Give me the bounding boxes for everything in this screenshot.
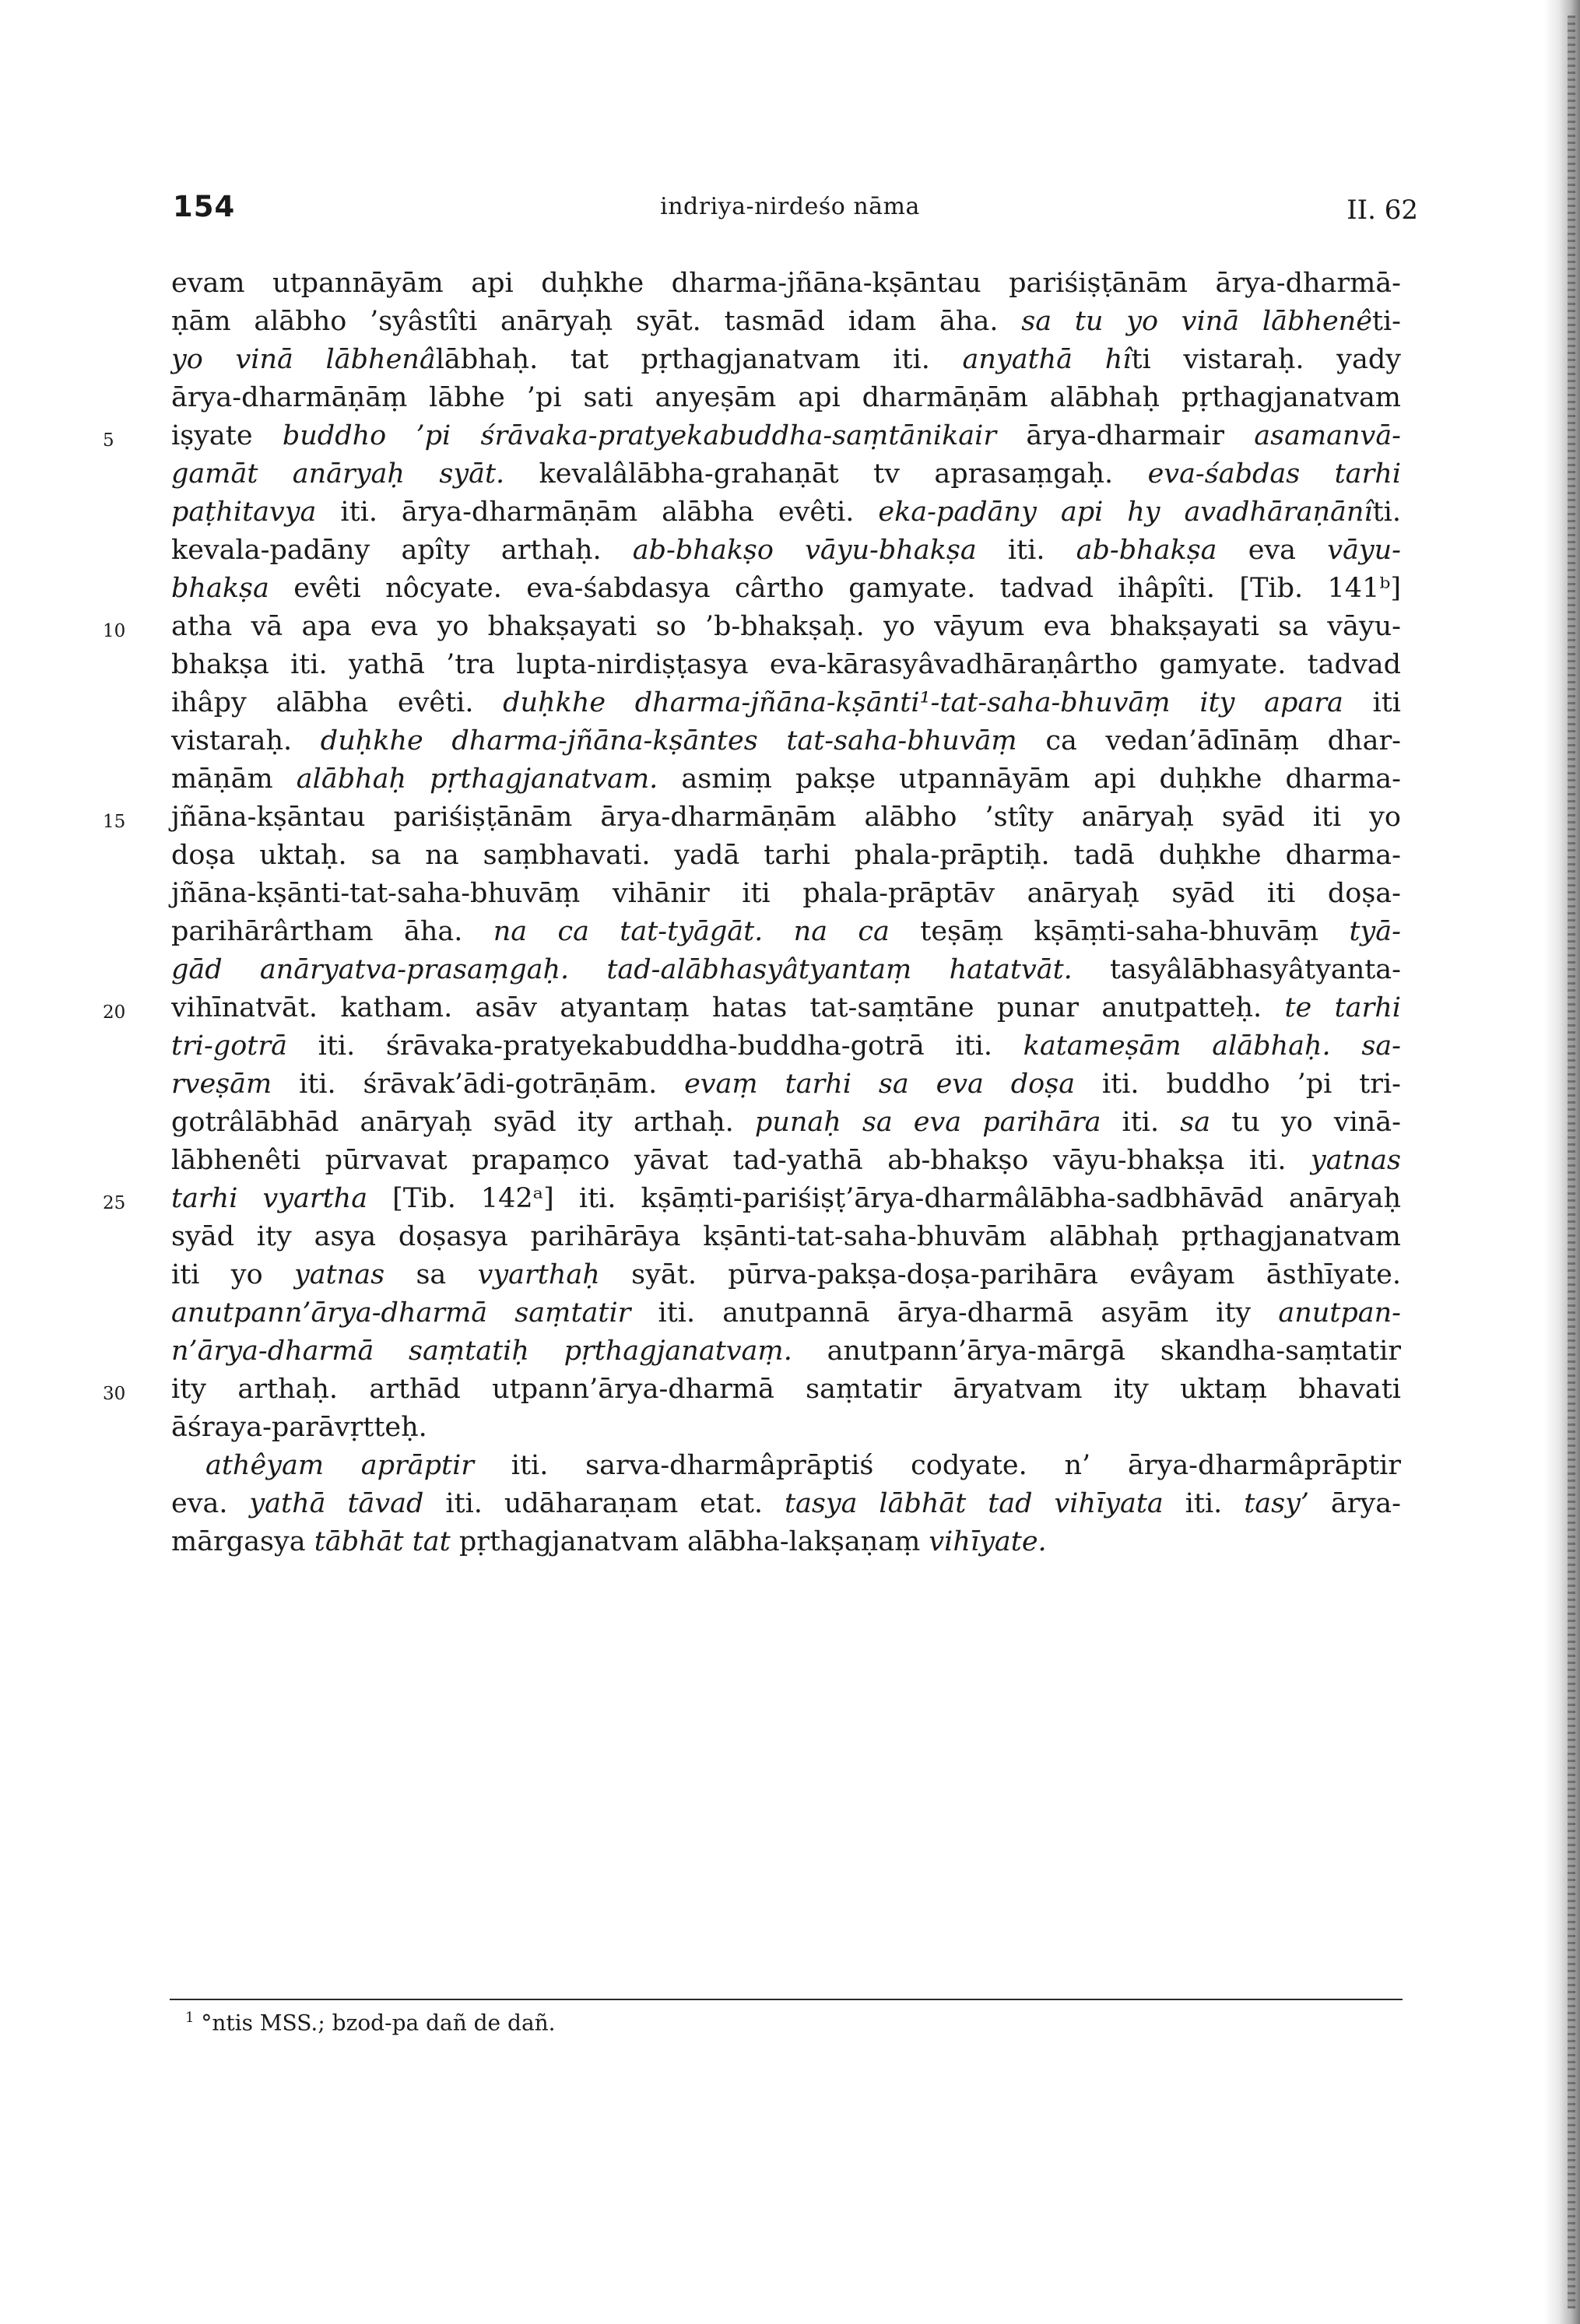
text-segment: jñāna-kṣānti-tat-saha-bhuvāṃ vihānir iti phala-prāptāv anāryaḥ syād iti doṣa-	[171, 878, 1401, 909]
italic-segment: anutpan-	[1278, 1297, 1401, 1329]
italic-segment: yatnas	[1310, 1145, 1401, 1176]
text-segment: ihâpy alābha evêti.	[171, 687, 504, 718]
text-line	[171, 1523, 1401, 1561]
text-line	[171, 341, 1401, 379]
italic-segment: sa tu yo vinā lābhenê	[1021, 306, 1372, 337]
text-line	[171, 455, 1401, 493]
text-line	[171, 1256, 1401, 1294]
italic-segment: vāyu-	[1327, 535, 1401, 566]
text-segment: iti.	[1163, 1488, 1245, 1519]
italic-segment: anutpann’ārya-dharmā saṃtatir	[171, 1297, 631, 1329]
line-number: 5	[103, 430, 114, 451]
italic-segment: na ca	[793, 916, 890, 947]
italic-segment: buddho ’pi śrāvaka-pratyekabuddha-saṃtānikair	[282, 420, 997, 451]
text-line	[171, 875, 1401, 913]
text-segment: ti vistaraḥ. yady	[1131, 344, 1401, 375]
text-segment: ti.	[1372, 497, 1401, 528]
text-segment: iti. śrāvaka-pratyekabuddha-buddha-gotrā iti.	[286, 1030, 1023, 1062]
text-segment: ārya-	[1309, 1488, 1401, 1519]
section-reference: II. 62	[1347, 195, 1418, 226]
italic-segment: yatnas	[294, 1259, 385, 1290]
running-title: indriya-nirdeśo nāma	[660, 193, 920, 220]
text-segment: ca vedan’ādīnāṃ dhar-	[1016, 725, 1402, 757]
italic-segment: athêyam aprāptir	[205, 1450, 475, 1481]
italic-segment: paṭhitavya	[171, 497, 317, 528]
text-segment: syāt. pūrva-pakṣa-doṣa-parihāra evâyam āsthīyate.	[599, 1259, 1401, 1290]
italic-segment: eka-padāny api hy avadhāraṇānî	[878, 497, 1373, 528]
italic-segment: eva-śabdas tarhi	[1147, 458, 1402, 490]
text-segment: iṣyate	[171, 420, 283, 451]
line-number: 20	[103, 1002, 126, 1023]
footnote	[185, 2010, 556, 2035]
text-line	[103, 1180, 1402, 1218]
italic-segment: tasy’	[1244, 1488, 1309, 1519]
italic-segment: yathā tāvad	[249, 1488, 424, 1519]
italic-segment: tasya lābhāt tad vihīyata	[784, 1488, 1164, 1519]
text-line	[103, 608, 1401, 646]
footnote-text: °ntis MSS.; bzod-pa dañ de dañ.	[201, 2010, 556, 2036]
text-segment: vistaraḥ.	[171, 725, 321, 757]
italic-segment: sa	[1180, 1107, 1211, 1138]
footnote-marker: 1	[185, 2010, 195, 2026]
italic-segment: evaṃ tarhi sa eva doṣa	[684, 1069, 1076, 1100]
text-line	[171, 646, 1401, 684]
text-segment: ṇām alābho ’syâstîti anāryaḥ syāt. tasmād idam āha.	[171, 306, 1022, 337]
text-line	[171, 1027, 1401, 1065]
text-segment: ti-	[1371, 306, 1402, 337]
text-line	[171, 1447, 1401, 1485]
text-segment: lābhaḥ. tat pṛthagjanatvam iti.	[435, 344, 963, 375]
line-number: 10	[103, 621, 126, 641]
text-segment: bhakṣa iti. yathā ’tra lupta-nirdiṣṭasya eva-kārasyâvadhāraṇârtho gamyate. tadvad	[171, 649, 1401, 680]
text-segment: iti yo	[171, 1259, 295, 1290]
text-segment: iti	[1343, 687, 1402, 718]
text-segment: iti.	[976, 535, 1076, 566]
italic-segment: n’ārya-dharmā saṃtatiḥ pṛthagjanatvaṃ.	[171, 1336, 792, 1367]
text-segment: āśraya-parāvṛtteḥ.	[171, 1412, 427, 1443]
text-segment: tasyâlābhasyâtyanta-	[1072, 954, 1402, 985]
text-segment: iti. ārya-dharmāṇām alābha evêti.	[316, 497, 879, 528]
italic-segment: na ca tat-tyāgāt.	[493, 916, 764, 947]
text-segment: tu yo vinā-	[1210, 1107, 1402, 1138]
italic-segment: bhakṣa	[171, 573, 269, 604]
italic-segment: tarhi vyartha	[171, 1183, 368, 1214]
italic-segment: ab-bhakṣa	[1076, 535, 1217, 566]
line-number: 15	[103, 812, 126, 832]
text-segment: kevala-padāny apîty arthaḥ.	[171, 535, 633, 566]
text-line	[171, 722, 1401, 760]
text-segment: ity arthaḥ. arthād utpann’ārya-dharmā saṃtatir āryatvam ity uktaṃ bhavati	[171, 1374, 1401, 1405]
text-line	[171, 837, 1401, 875]
text-segment: anutpann’ārya-mārgā skandha-saṃtatir	[792, 1336, 1401, 1367]
scan-edge-shadow	[1544, 0, 1580, 2324]
page-number: 154	[173, 190, 236, 223]
footnote-rule	[170, 1999, 1403, 2000]
text-line	[171, 265, 1401, 303]
text-line	[171, 1332, 1401, 1371]
italic-segment: ab-bhakṣo vāyu-bhakṣa	[632, 535, 977, 566]
text-segment: ārya-dharmair	[996, 420, 1255, 451]
text-line	[171, 1409, 1401, 1447]
text-segment: kevalâlābha-grahaṇāt tv aprasaṃgaḥ.	[504, 458, 1148, 490]
text-line	[171, 1218, 1401, 1256]
page-header	[0, 190, 1580, 237]
text-segment: iti. anutpannā ārya-dharmā asyām ity	[630, 1297, 1279, 1329]
line-number: 25	[103, 1193, 126, 1213]
italic-segment: alābhaḥ pṛthagjanatvam.	[296, 764, 658, 795]
text-line	[171, 570, 1401, 608]
text-line	[103, 989, 1401, 1027]
text-segment: lābhenêti pūrvavat prapaṃco yāvat tad-yathā ab-bhakṣo vāyu-bhakṣa iti.	[171, 1145, 1311, 1176]
text-line	[171, 303, 1401, 341]
text-line	[103, 417, 1402, 455]
text-segment: iti. buddho ’pi tri-	[1075, 1069, 1401, 1100]
italic-segment: yo vinā lābhenâ	[171, 344, 436, 375]
italic-segment: punaḥ sa eva parihāra	[754, 1107, 1101, 1138]
text-line	[171, 379, 1401, 417]
text-segment: evêti nôcyate. eva-śabdasya cârtho gamyate. tadvad ihâpîti. [Tib. 141ᵇ]	[269, 573, 1401, 604]
text-segment: teṣāṃ kṣāṃti-saha-bhuvāṃ	[889, 916, 1350, 947]
text-segment: syād ity asya doṣasya parihārāya kṣānti-tat-saha-bhuvām alābhaḥ pṛthagjanatvam	[171, 1221, 1401, 1252]
italic-segment: duḥkhe dharma-jñāna-kṣāntes tat-saha-bhuvāṃ	[320, 725, 1017, 757]
body-text	[103, 265, 1402, 1561]
italic-segment: vihīyate.	[929, 1526, 1047, 1557]
text-segment	[763, 916, 793, 947]
text-segment: doṣa uktaḥ. sa na saṃbhavati. yadā tarhi phala-prāptiḥ. tadā duḥkhe dharma-	[171, 840, 1401, 871]
text-line	[103, 799, 1401, 837]
italic-segment: vyarthaḥ	[477, 1259, 600, 1290]
text-line	[171, 493, 1401, 532]
text-line	[171, 951, 1401, 989]
text-segment: gotrâlābhād anāryaḥ syād ity arthaḥ.	[171, 1107, 755, 1138]
text-segment: eva.	[171, 1488, 250, 1519]
text-segment: sa	[384, 1259, 478, 1290]
text-segment: iti.	[1101, 1107, 1181, 1138]
text-segment: [Tib. 142ᵃ] iti. kṣāṃti-pariśiṣṭ’ārya-dharmâlābha-sadbhāvād anāryaḥ	[367, 1183, 1402, 1214]
text-segment: parihārârtham āha.	[171, 916, 493, 947]
text-line	[171, 684, 1401, 722]
italic-segment: duḥkhe dharma-jñāna-kṣānti¹-tat-saha-bhuvāṃ ity apara	[503, 687, 1343, 718]
text-segment: iti. sarva-dharmâprāptiś codyate. n’ ārya-dharmâprāptir	[474, 1450, 1402, 1481]
text-line	[171, 1142, 1401, 1180]
italic-segment: rveṣām	[171, 1069, 272, 1100]
line-number: 30	[103, 1384, 126, 1404]
italic-segment: katameṣām alābhaḥ. sa-	[1023, 1030, 1401, 1062]
italic-segment: gād anāryatva-prasaṃgaḥ. tad-alābhasyâtyantaṃ hatatvāt.	[171, 954, 1073, 985]
text-segment: mārgasya	[171, 1526, 314, 1557]
text-segment: vihīnatvāt. katham. asāv atyantaṃ hatas tat-saṃtāne punar anutpatteḥ.	[171, 992, 1285, 1023]
text-line	[171, 1485, 1401, 1523]
text-line	[171, 1065, 1401, 1104]
italic-segment: tābhāt tat	[314, 1526, 451, 1557]
text-segment: eva	[1217, 535, 1328, 566]
text-segment: pṛthagjanatvam alābha-lakṣaṇaṃ	[450, 1526, 929, 1557]
italic-segment: anyathā hî	[962, 344, 1132, 375]
italic-segment: tri-gotrā	[171, 1030, 287, 1062]
text-segment: jñāna-kṣāntau pariśiṣṭānām ārya-dharmāṇām alābho ’stîty anāryaḥ syād iti yo	[171, 802, 1401, 833]
text-segment: iti. śrāvak’ādi-gotrāṇām.	[272, 1069, 685, 1100]
text-line	[171, 1104, 1401, 1142]
text-line	[171, 913, 1401, 951]
italic-segment: gamāt anāryaḥ syāt.	[171, 458, 505, 490]
text-line	[171, 532, 1401, 570]
text-segment: atha vā apa eva yo bhakṣayati so ’b-bhakṣaḥ. yo vāyum eva bhakṣayati sa vāyu-	[171, 611, 1401, 642]
italic-segment: tyā-	[1349, 916, 1401, 947]
text-line	[171, 760, 1401, 799]
text-line	[103, 1371, 1401, 1409]
text-segment: ārya-dharmāṇāṃ lābhe ’pi sati anyeṣām api dharmāṇām alābhaḥ pṛthagjanatvam	[171, 382, 1401, 413]
text-segment: evam utpannāyām api duḥkhe dharma-jñāna-kṣāntau pariśiṣṭānām ārya-dharmā-	[171, 268, 1401, 299]
text-segment: iti. udāharaṇam etat.	[423, 1488, 785, 1519]
text-segment: asmiṃ pakṣe utpannāyām api duḥkhe dharma-	[658, 764, 1401, 795]
italic-segment: te tarhi	[1284, 992, 1401, 1023]
text-line	[171, 1294, 1401, 1332]
italic-segment: asamanvā-	[1254, 420, 1402, 451]
text-segment: māṇām	[171, 764, 297, 795]
